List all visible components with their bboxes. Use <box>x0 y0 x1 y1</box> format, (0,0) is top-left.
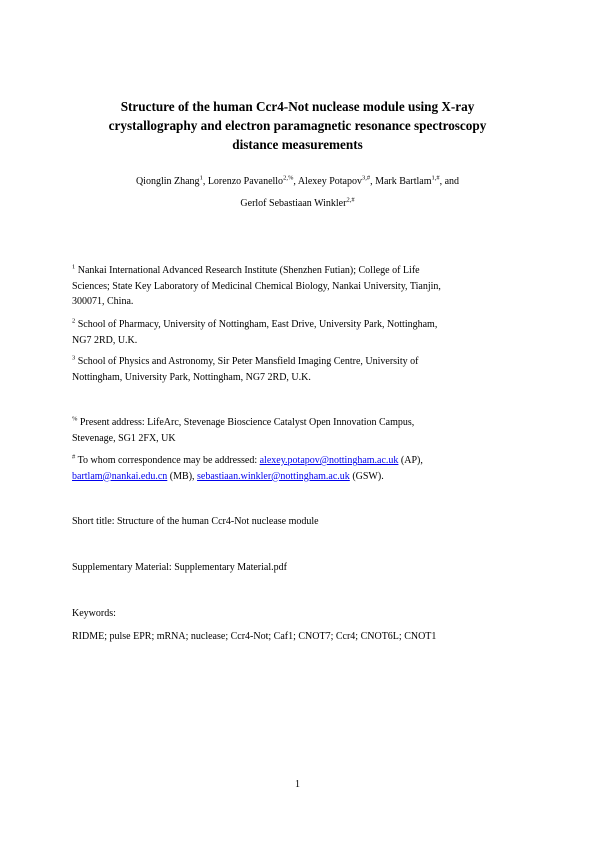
email-link-bartlam[interactable]: bartlam@nankai.edu.cn <box>72 470 168 482</box>
affiliation-mark: 2 <box>72 317 76 325</box>
correspondence-text: (GSW). <box>349 470 384 482</box>
title-line: distance measurements <box>232 137 363 152</box>
author-affiliation-mark: 3,# <box>361 174 371 182</box>
author-name: Mark Bartlam <box>375 176 432 187</box>
supplementary-material: Supplementary Material: Supplementary Material.pdf <box>72 562 287 573</box>
present-address-mark: % <box>72 415 78 423</box>
email-link-potapov[interactable]: alexey.potapov@nottingham.ac.uk <box>259 455 399 466</box>
affiliation-line: School of Physics and Astronomy, Sir Peter Mansfield Imaging Centre, University of <box>77 356 419 367</box>
affiliation-1 <box>72 263 527 310</box>
affiliation-mark: 1 <box>72 263 76 271</box>
keywords-label: Keywords: <box>72 608 116 619</box>
author-affiliation-mark: 1 <box>199 174 203 182</box>
present-address-line: Present address: LifeArc, Stevenage Bioscience Catalyst Open Innovation Campus, <box>79 417 415 428</box>
affiliation-line: 300071, China. <box>72 296 134 307</box>
author-affiliation-mark: 2,% <box>283 174 294 182</box>
author-separator: , <box>293 176 298 187</box>
present-address <box>72 415 527 446</box>
affiliation-line: Nankai International Advanced Research Institute (Shenzhen Futian); College of Life <box>77 265 420 276</box>
page-number: 1 <box>295 779 300 790</box>
author-name: Qionglin Zhang <box>135 176 200 187</box>
title-line: Structure of the human Ccr4-Not nuclease module using X-ray <box>120 99 475 114</box>
affiliation-3 <box>72 354 527 385</box>
keywords-list: RIDME; pulse EPR; mRNA; nuclease; Ccr4-Not; Caf1; CNOT7; Ccr4; CNOT6L; CNOT1 <box>72 631 437 642</box>
affiliation-mark: 3 <box>72 354 76 362</box>
paper-title <box>60 97 535 154</box>
author-separator: , <box>202 176 208 187</box>
present-address-line: Stevenage, SG1 2FX, UK <box>72 432 176 444</box>
correspondence-text: (MB), <box>167 470 198 482</box>
author-name: Lorenzo Pavanello <box>207 176 284 187</box>
affiliation-line: School of Pharmacy, University of Nottingham, East Drive, University Park, Nottingham, <box>77 319 438 330</box>
author-separator: , <box>370 176 376 187</box>
author-separator: , and <box>439 176 460 187</box>
author-list <box>60 175 535 189</box>
affiliation-line: Nottingham, University Park, Nottingham, NG7 2RD, U.K. <box>72 371 311 383</box>
correspondence <box>72 453 527 484</box>
correspondence-prefix: To whom correspondence may be addressed: <box>77 455 260 466</box>
correspondence-mark: # <box>72 453 76 461</box>
author-list-continued <box>60 197 535 211</box>
short-title: Short title: Structure of the human Ccr4-Not nuclease module <box>72 516 319 527</box>
author-name: Gerlof Sebastiaan Winkler <box>240 198 347 209</box>
author-name: Alexey Potapov <box>297 176 362 187</box>
title-line: crystallography and electron paramagnetic resonance spectroscopy <box>108 118 487 133</box>
correspondence-text: (AP), <box>398 455 423 466</box>
author-affiliation-mark: 2,# <box>346 196 355 204</box>
affiliation-line: Sciences; State Key Laboratory of Medicinal Chemical Biology, Nankai University, Tianjin, <box>72 280 441 292</box>
email-link-winkler[interactable]: sebastiaan.winkler@nottingham.ac.uk <box>197 470 350 482</box>
affiliation-2 <box>72 317 527 348</box>
affiliation-line: NG7 2RD, U.K. <box>72 334 138 346</box>
author-affiliation-mark: 1,# <box>431 174 440 182</box>
